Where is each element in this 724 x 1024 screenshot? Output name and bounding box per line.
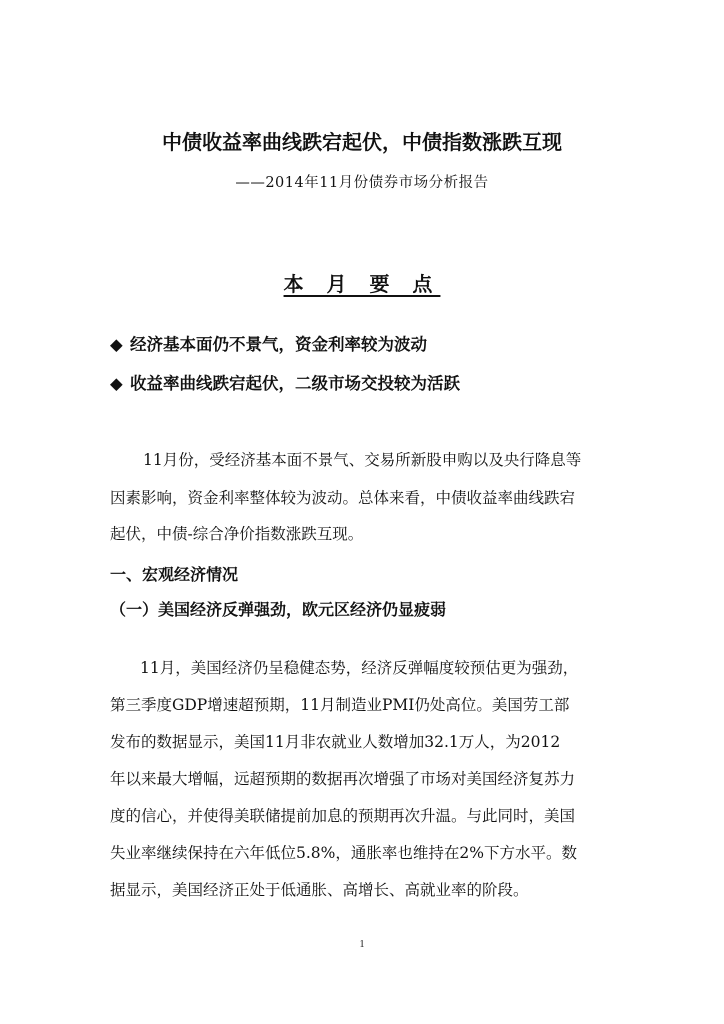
paragraph-line: 年以来最大增幅，远超预期的数据再次增强了市场对美国经济复苏力: [110, 770, 576, 788]
report-title: 中债收益率曲线跌宕起伏，中债指数涨跌互现: [162, 130, 562, 154]
paragraph-line: 度的信心，并使得美联储提前加息的预期再次升温。与此同时，美国: [110, 807, 576, 825]
paragraph-line: 据显示，美国经济正处于低通胀、高增长、高就业率的阶段。: [110, 881, 529, 899]
paragraph-line: 11月份，受经济基本面不景气、交易所新股申购以及央行降息等: [143, 451, 582, 469]
paragraph-line: 第三季度GDP增速超预期，11月制造业PMI仍处高位。美国劳工部: [110, 696, 570, 714]
paragraph-line: 11月，美国经济仍呈稳健态势，经济反弹幅度较预估更为强劲，: [140, 659, 579, 677]
page-number: 1: [359, 939, 365, 950]
highlight-bullet-text: 经济基本面仍不景气，资金利率较为波动: [130, 335, 427, 354]
paragraph-line: 起伏，中债-综合净价指数涨跌互现。: [110, 525, 364, 543]
highlights-heading: [0, 270, 724, 298]
highlights-heading-text: 本 月 要 点: [283, 272, 441, 296]
diamond-bullet-icon: ◆: [110, 335, 123, 354]
highlight-bullet-text: 收益率曲线跌宕起伏，二级市场交投较为活跃: [130, 374, 460, 393]
diamond-bullet-icon: ◆: [110, 374, 123, 393]
subsection-heading-us-eu: （一）美国经济反弹强劲，欧元区经济仍显疲弱: [110, 600, 447, 619]
section-heading-macro: 一、宏观经济情况: [110, 565, 239, 584]
paragraph-line: 因素影响，资金利率整体较为波动。总体来看，中债收益率曲线跌宕: [110, 489, 576, 507]
highlight-bullet-1: [110, 333, 427, 357]
report-subtitle: ——2014年11月份债券市场分析报告: [235, 175, 489, 191]
paragraph-line: 发布的数据显示，美国11月非农就业人数增加32.1万人，为2012: [110, 733, 561, 751]
paragraph-line: 失业率继续保持在六年低位5.8%，通胀率也维持在2%下方水平。数: [110, 844, 577, 862]
highlight-bullet-2: [110, 372, 460, 396]
